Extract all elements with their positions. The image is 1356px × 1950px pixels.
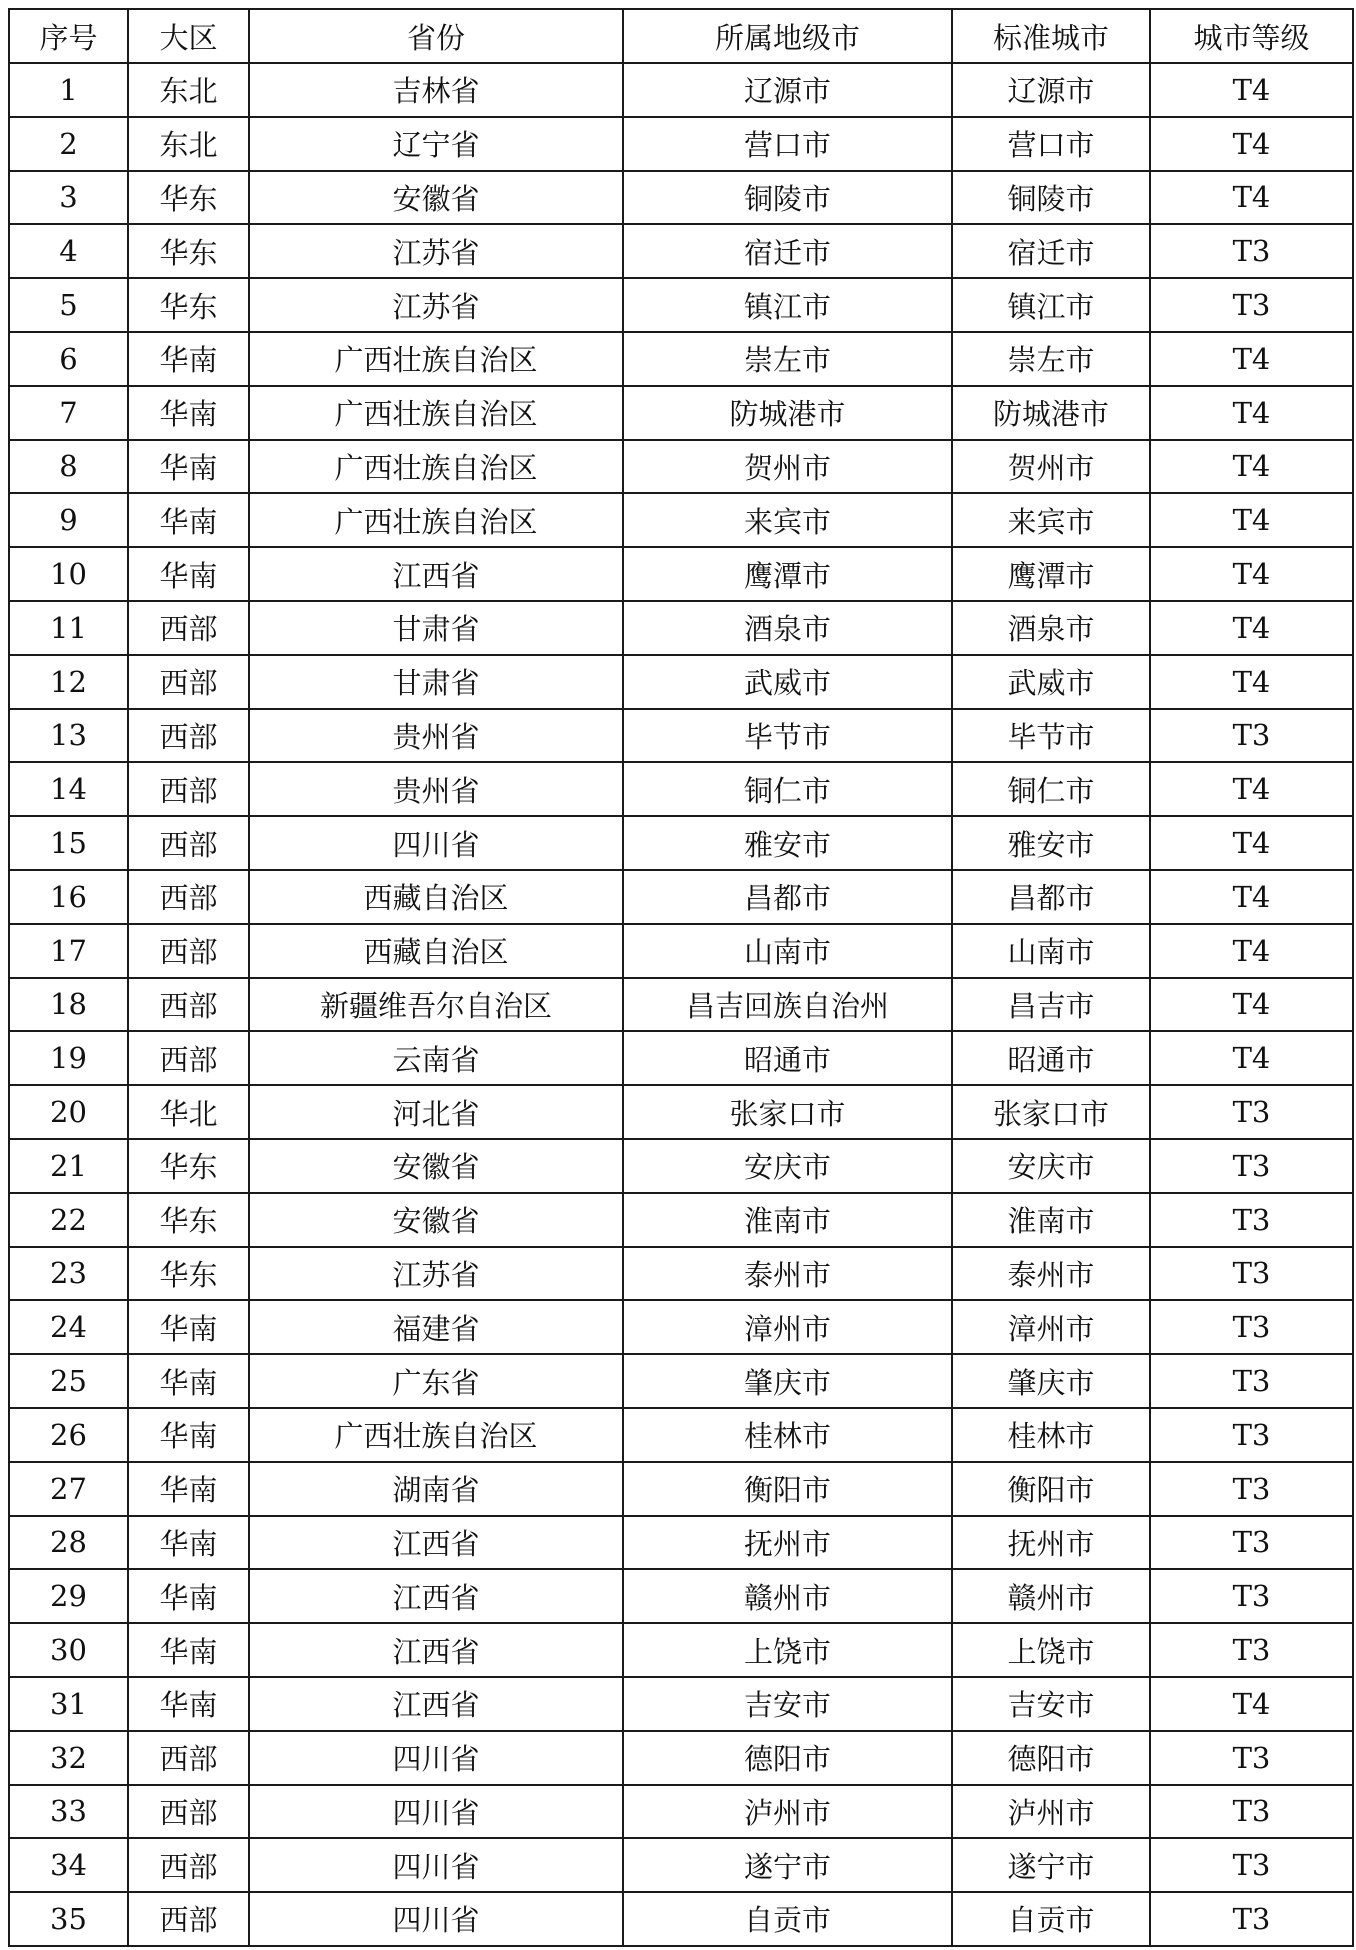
cell-city-tier: T3 [1150, 1139, 1353, 1193]
cell-province: 广西壮族自治区 [249, 332, 623, 386]
cell-city-tier: T3 [1150, 1623, 1353, 1677]
cell-region: 华南 [128, 493, 249, 547]
cell-region: 华南 [128, 386, 249, 440]
cell-index: 34 [9, 1838, 128, 1892]
cell-standard-city: 雅安市 [952, 816, 1150, 870]
cell-city-tier: T3 [1150, 1516, 1353, 1570]
cell-standard-city: 铜仁市 [952, 762, 1150, 816]
table-row [9, 1892, 1353, 1946]
cell-province: 西藏自治区 [249, 924, 623, 978]
cell-index: 19 [9, 1031, 128, 1085]
cell-province: 辽宁省 [249, 117, 623, 171]
cell-province: 甘肃省 [249, 601, 623, 655]
cell-prefecture-city: 昌都市 [623, 870, 952, 924]
cell-province: 河北省 [249, 1085, 623, 1139]
cell-city-tier: T4 [1150, 386, 1353, 440]
cell-region: 华东 [128, 171, 249, 225]
cell-prefecture-city: 雅安市 [623, 816, 952, 870]
cell-index: 11 [9, 601, 128, 655]
cell-province: 云南省 [249, 1031, 623, 1085]
cell-region: 华南 [128, 332, 249, 386]
cell-city-tier: T4 [1150, 547, 1353, 601]
cell-index: 8 [9, 440, 128, 494]
cell-standard-city: 镇江市 [952, 278, 1150, 332]
cell-province: 湖南省 [249, 1462, 623, 1516]
table-row [9, 762, 1353, 816]
cell-region: 西部 [128, 1031, 249, 1085]
table-row [9, 1569, 1353, 1623]
cell-region: 东北 [128, 117, 249, 171]
cell-standard-city: 贺州市 [952, 440, 1150, 494]
cell-prefecture-city: 武威市 [623, 655, 952, 709]
cell-standard-city: 德阳市 [952, 1731, 1150, 1785]
cell-index: 3 [9, 171, 128, 225]
cell-prefecture-city: 山南市 [623, 924, 952, 978]
header-cell-province: 省份 [249, 9, 623, 63]
cell-prefecture-city: 酒泉市 [623, 601, 952, 655]
cell-standard-city: 抚州市 [952, 1516, 1150, 1570]
table-row [9, 1193, 1353, 1247]
table-row [9, 1462, 1353, 1516]
cell-standard-city: 张家口市 [952, 1085, 1150, 1139]
cell-province: 广西壮族自治区 [249, 386, 623, 440]
cell-region: 西部 [128, 762, 249, 816]
table-row [9, 870, 1353, 924]
cell-prefecture-city: 铜陵市 [623, 171, 952, 225]
cell-standard-city: 桂林市 [952, 1408, 1150, 1462]
cell-region: 华东 [128, 1139, 249, 1193]
cell-region: 华南 [128, 1516, 249, 1570]
cell-standard-city: 昌吉市 [952, 978, 1150, 1032]
cell-city-tier: T3 [1150, 1731, 1353, 1785]
cell-region: 华东 [128, 1247, 249, 1301]
cell-prefecture-city: 昭通市 [623, 1031, 952, 1085]
cell-prefecture-city: 遂宁市 [623, 1838, 952, 1892]
cell-city-tier: T3 [1150, 1085, 1353, 1139]
table-row [9, 224, 1353, 278]
cell-city-tier: T3 [1150, 1354, 1353, 1408]
cell-standard-city: 衡阳市 [952, 1462, 1150, 1516]
cell-standard-city: 营口市 [952, 117, 1150, 171]
header-cell-standard-city: 标准城市 [952, 9, 1150, 63]
cell-index: 17 [9, 924, 128, 978]
cell-index: 16 [9, 870, 128, 924]
cell-region: 华东 [128, 278, 249, 332]
cell-index: 2 [9, 117, 128, 171]
cell-index: 28 [9, 1516, 128, 1570]
cell-city-tier: T4 [1150, 816, 1353, 870]
cell-region: 华南 [128, 1300, 249, 1354]
cell-prefecture-city: 毕节市 [623, 709, 952, 763]
cell-province: 贵州省 [249, 709, 623, 763]
cell-standard-city: 昭通市 [952, 1031, 1150, 1085]
cell-region: 华南 [128, 1408, 249, 1462]
table-row [9, 386, 1353, 440]
cell-prefecture-city: 崇左市 [623, 332, 952, 386]
cell-prefecture-city: 昌吉回族自治州 [623, 978, 952, 1032]
cell-index: 25 [9, 1354, 128, 1408]
cell-index: 31 [9, 1677, 128, 1731]
cell-prefecture-city: 贺州市 [623, 440, 952, 494]
cell-region: 西部 [128, 816, 249, 870]
cell-city-tier: T4 [1150, 332, 1353, 386]
cell-province: 福建省 [249, 1300, 623, 1354]
cell-region: 华南 [128, 440, 249, 494]
cell-standard-city: 酒泉市 [952, 601, 1150, 655]
cell-city-tier: T4 [1150, 63, 1353, 117]
table-row [9, 1677, 1353, 1731]
city-tier-table [8, 8, 1354, 1947]
cell-prefecture-city: 衡阳市 [623, 1462, 952, 1516]
cell-standard-city: 山南市 [952, 924, 1150, 978]
cell-prefecture-city: 宿迁市 [623, 224, 952, 278]
cell-city-tier: T4 [1150, 1677, 1353, 1731]
cell-city-tier: T3 [1150, 1462, 1353, 1516]
cell-city-tier: T4 [1150, 493, 1353, 547]
cell-standard-city: 自贡市 [952, 1892, 1150, 1946]
cell-region: 西部 [128, 1731, 249, 1785]
cell-prefecture-city: 桂林市 [623, 1408, 952, 1462]
cell-index: 1 [9, 63, 128, 117]
cell-prefecture-city: 铜仁市 [623, 762, 952, 816]
cell-prefecture-city: 张家口市 [623, 1085, 952, 1139]
table-row [9, 816, 1353, 870]
cell-province: 四川省 [249, 1731, 623, 1785]
cell-province: 江西省 [249, 1516, 623, 1570]
cell-region: 西部 [128, 1785, 249, 1839]
cell-province: 江西省 [249, 1677, 623, 1731]
cell-standard-city: 赣州市 [952, 1569, 1150, 1623]
cell-prefecture-city: 镇江市 [623, 278, 952, 332]
table-row [9, 709, 1353, 763]
cell-standard-city: 宿迁市 [952, 224, 1150, 278]
table-row [9, 1300, 1353, 1354]
cell-city-tier: T4 [1150, 440, 1353, 494]
cell-prefecture-city: 辽源市 [623, 63, 952, 117]
cell-index: 32 [9, 1731, 128, 1785]
cell-index: 23 [9, 1247, 128, 1301]
cell-prefecture-city: 淮南市 [623, 1193, 952, 1247]
header-cell-region: 大区 [128, 9, 249, 63]
cell-index: 7 [9, 386, 128, 440]
table-row [9, 278, 1353, 332]
cell-standard-city: 漳州市 [952, 1300, 1150, 1354]
table-row [9, 1354, 1353, 1408]
table-row [9, 1247, 1353, 1301]
cell-city-tier: T3 [1150, 1569, 1353, 1623]
cell-region: 华南 [128, 547, 249, 601]
cell-city-tier: T3 [1150, 1408, 1353, 1462]
cell-province: 江西省 [249, 547, 623, 601]
cell-city-tier: T3 [1150, 1193, 1353, 1247]
cell-standard-city: 安庆市 [952, 1139, 1150, 1193]
cell-index: 12 [9, 655, 128, 709]
cell-city-tier: T4 [1150, 1031, 1353, 1085]
cell-city-tier: T3 [1150, 278, 1353, 332]
cell-region: 华东 [128, 1193, 249, 1247]
table-row [9, 1516, 1353, 1570]
table-row [9, 1731, 1353, 1785]
table-row [9, 63, 1353, 117]
cell-standard-city: 崇左市 [952, 332, 1150, 386]
cell-province: 吉林省 [249, 63, 623, 117]
cell-region: 华南 [128, 1462, 249, 1516]
cell-region: 西部 [128, 870, 249, 924]
table-body [9, 63, 1353, 1946]
cell-prefecture-city: 来宾市 [623, 493, 952, 547]
cell-prefecture-city: 抚州市 [623, 1516, 952, 1570]
cell-region: 东北 [128, 63, 249, 117]
cell-index: 6 [9, 332, 128, 386]
cell-province: 江西省 [249, 1569, 623, 1623]
cell-index: 13 [9, 709, 128, 763]
cell-province: 江苏省 [249, 1247, 623, 1301]
cell-province: 贵州省 [249, 762, 623, 816]
cell-city-tier: T3 [1150, 709, 1353, 763]
table-row [9, 978, 1353, 1032]
table-row [9, 1838, 1353, 1892]
cell-province: 江苏省 [249, 278, 623, 332]
cell-region: 华北 [128, 1085, 249, 1139]
cell-prefecture-city: 泰州市 [623, 1247, 952, 1301]
table-row [9, 1623, 1353, 1677]
cell-city-tier: T3 [1150, 1247, 1353, 1301]
cell-prefecture-city: 德阳市 [623, 1731, 952, 1785]
header-cell-city-tier: 城市等级 [1150, 9, 1353, 63]
cell-region: 华南 [128, 1677, 249, 1731]
cell-province: 广西壮族自治区 [249, 440, 623, 494]
cell-region: 西部 [128, 1838, 249, 1892]
cell-region: 西部 [128, 709, 249, 763]
header-row [9, 9, 1353, 63]
cell-city-tier: T4 [1150, 978, 1353, 1032]
table-row [9, 924, 1353, 978]
cell-index: 10 [9, 547, 128, 601]
cell-city-tier: T4 [1150, 601, 1353, 655]
table-row [9, 1085, 1353, 1139]
table-row [9, 1785, 1353, 1839]
cell-standard-city: 遂宁市 [952, 1838, 1150, 1892]
cell-province: 安徽省 [249, 1193, 623, 1247]
cell-province: 江西省 [249, 1623, 623, 1677]
cell-prefecture-city: 自贡市 [623, 1892, 952, 1946]
header-cell-index: 序号 [9, 9, 128, 63]
table-row [9, 493, 1353, 547]
header-cell-prefecture-city: 所属地级市 [623, 9, 952, 63]
cell-region: 西部 [128, 601, 249, 655]
cell-index: 29 [9, 1569, 128, 1623]
table-row [9, 1139, 1353, 1193]
cell-index: 20 [9, 1085, 128, 1139]
cell-city-tier: T3 [1150, 1300, 1353, 1354]
cell-standard-city: 来宾市 [952, 493, 1150, 547]
table-row [9, 1408, 1353, 1462]
cell-standard-city: 防城港市 [952, 386, 1150, 440]
cell-index: 30 [9, 1623, 128, 1677]
cell-standard-city: 昌都市 [952, 870, 1150, 924]
cell-region: 西部 [128, 978, 249, 1032]
cell-province: 广东省 [249, 1354, 623, 1408]
cell-standard-city: 肇庆市 [952, 1354, 1150, 1408]
cell-province: 四川省 [249, 1785, 623, 1839]
cell-standard-city: 吉安市 [952, 1677, 1150, 1731]
cell-province: 甘肃省 [249, 655, 623, 709]
cell-standard-city: 辽源市 [952, 63, 1150, 117]
cell-city-tier: T4 [1150, 924, 1353, 978]
cell-standard-city: 武威市 [952, 655, 1150, 709]
cell-province: 四川省 [249, 1892, 623, 1946]
cell-city-tier: T4 [1150, 655, 1353, 709]
cell-prefecture-city: 吉安市 [623, 1677, 952, 1731]
cell-index: 27 [9, 1462, 128, 1516]
table-row [9, 547, 1353, 601]
cell-city-tier: T4 [1150, 762, 1353, 816]
cell-province: 广西壮族自治区 [249, 493, 623, 547]
cell-prefecture-city: 鹰潭市 [623, 547, 952, 601]
cell-province: 四川省 [249, 1838, 623, 1892]
cell-region: 华南 [128, 1569, 249, 1623]
cell-prefecture-city: 安庆市 [623, 1139, 952, 1193]
cell-index: 5 [9, 278, 128, 332]
table-row [9, 1031, 1353, 1085]
cell-index: 14 [9, 762, 128, 816]
cell-index: 33 [9, 1785, 128, 1839]
cell-city-tier: T4 [1150, 117, 1353, 171]
cell-prefecture-city: 肇庆市 [623, 1354, 952, 1408]
cell-province: 安徽省 [249, 171, 623, 225]
cell-region: 西部 [128, 655, 249, 709]
cell-region: 华南 [128, 1354, 249, 1408]
table-row [9, 440, 1353, 494]
table-row [9, 332, 1353, 386]
cell-index: 4 [9, 224, 128, 278]
cell-region: 西部 [128, 1892, 249, 1946]
cell-region: 西部 [128, 924, 249, 978]
table-row [9, 117, 1353, 171]
cell-prefecture-city: 赣州市 [623, 1569, 952, 1623]
table-row [9, 601, 1353, 655]
cell-index: 35 [9, 1892, 128, 1946]
cell-prefecture-city: 泸州市 [623, 1785, 952, 1839]
cell-prefecture-city: 防城港市 [623, 386, 952, 440]
cell-index: 26 [9, 1408, 128, 1462]
table-row [9, 655, 1353, 709]
cell-region: 华南 [128, 1623, 249, 1677]
cell-index: 15 [9, 816, 128, 870]
cell-province: 西藏自治区 [249, 870, 623, 924]
cell-prefecture-city: 漳州市 [623, 1300, 952, 1354]
cell-city-tier: T3 [1150, 224, 1353, 278]
table-row [9, 171, 1353, 225]
cell-index: 18 [9, 978, 128, 1032]
cell-standard-city: 淮南市 [952, 1193, 1150, 1247]
cell-province: 江苏省 [249, 224, 623, 278]
cell-province: 四川省 [249, 816, 623, 870]
cell-province: 安徽省 [249, 1139, 623, 1193]
cell-province: 新疆维吾尔自治区 [249, 978, 623, 1032]
cell-prefecture-city: 上饶市 [623, 1623, 952, 1677]
cell-city-tier: T4 [1150, 171, 1353, 225]
cell-standard-city: 泰州市 [952, 1247, 1150, 1301]
cell-city-tier: T4 [1150, 870, 1353, 924]
cell-city-tier: T3 [1150, 1892, 1353, 1946]
cell-province: 广西壮族自治区 [249, 1408, 623, 1462]
cell-city-tier: T3 [1150, 1785, 1353, 1839]
cell-prefecture-city: 营口市 [623, 117, 952, 171]
cell-standard-city: 上饶市 [952, 1623, 1150, 1677]
cell-index: 9 [9, 493, 128, 547]
cell-standard-city: 鹰潭市 [952, 547, 1150, 601]
cell-index: 22 [9, 1193, 128, 1247]
cell-standard-city: 铜陵市 [952, 171, 1150, 225]
cell-region: 华东 [128, 224, 249, 278]
cell-index: 24 [9, 1300, 128, 1354]
cell-standard-city: 毕节市 [952, 709, 1150, 763]
cell-city-tier: T3 [1150, 1838, 1353, 1892]
cell-index: 21 [9, 1139, 128, 1193]
cell-standard-city: 泸州市 [952, 1785, 1150, 1839]
